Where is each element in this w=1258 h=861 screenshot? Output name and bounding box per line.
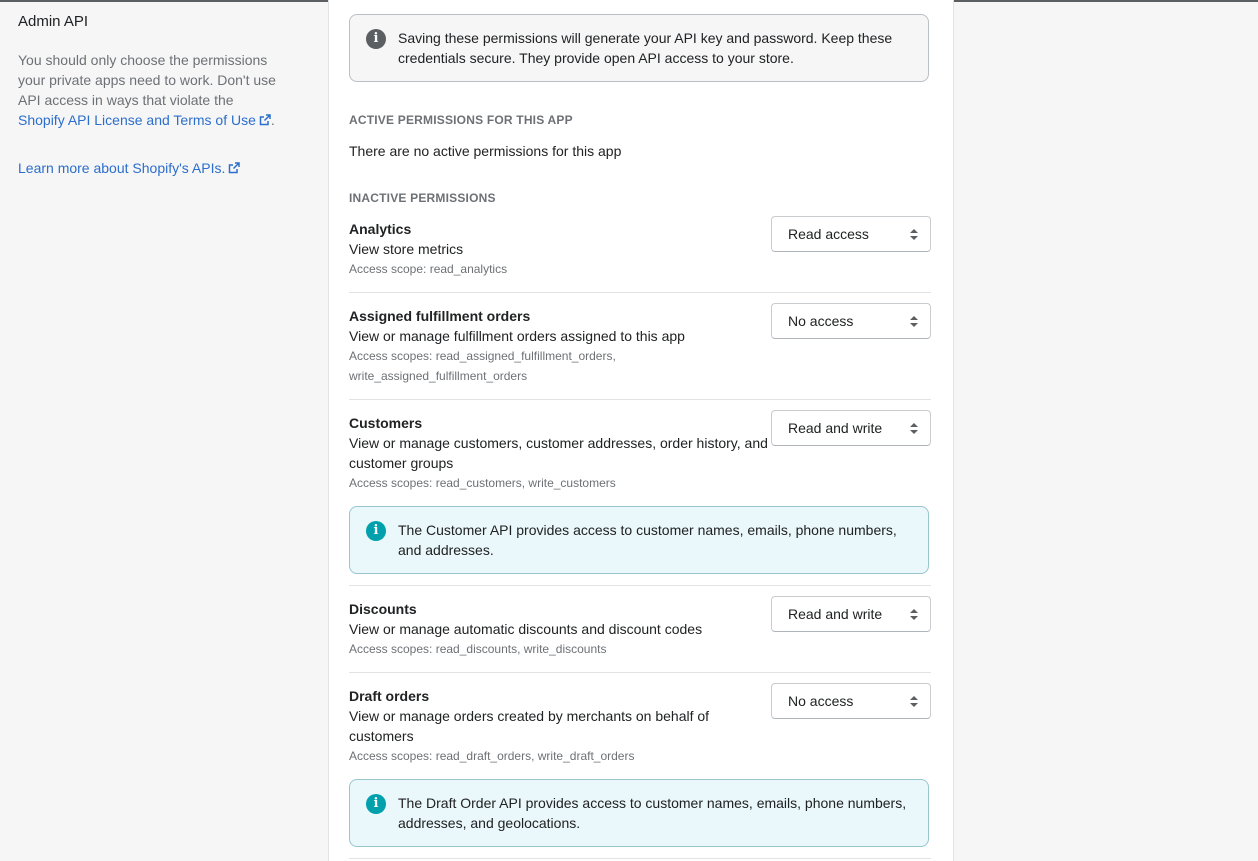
select-arrows-icon	[910, 423, 918, 434]
no-active-permissions-text: There are no active permissions for this app	[349, 143, 622, 159]
divider	[349, 585, 931, 586]
period: .	[270, 112, 275, 128]
permission-row-assigned-fulfillment-orders	[349, 306, 931, 386]
access-select-value: Read and write	[788, 420, 883, 436]
access-select-assigned-fulfillment-orders[interactable]	[771, 303, 931, 339]
access-select-value: No access	[788, 693, 854, 709]
external-link-icon	[259, 114, 271, 126]
permission-scope: Access scopes: read_customers, write_customers	[349, 476, 616, 490]
select-arrows-icon	[910, 609, 918, 620]
permission-title: Customers	[349, 415, 423, 431]
access-select-analytics[interactable]	[771, 216, 931, 252]
sidebar	[18, 12, 278, 178]
permission-description: View or manage automatic discounts and discount codes	[349, 621, 703, 637]
permission-description: View or manage orders created by merchants on behalf of customers	[349, 708, 710, 744]
permission-row-draft-orders	[349, 686, 931, 766]
access-select-customers[interactable]	[771, 410, 931, 446]
select-arrows-icon	[910, 316, 918, 327]
permission-title: Assigned fulfillment orders	[349, 308, 531, 324]
select-arrows-icon	[910, 229, 918, 240]
permission-scope: Access scope: read_analytics	[349, 262, 508, 276]
license-link-text: Shopify API License and Terms of Use	[18, 112, 256, 128]
notice-text: Saving these permissions will generate your API key and password. Keep these credentials secure. They provide open API access to your store.	[398, 30, 893, 66]
divider	[349, 858, 931, 859]
access-select-draft-orders[interactable]	[771, 683, 931, 719]
section-title: Admin API	[18, 13, 89, 30]
divider	[349, 399, 931, 400]
external-link-icon	[228, 162, 240, 174]
divider	[349, 292, 931, 293]
info-icon: i	[366, 521, 386, 541]
permission-scope: Access scopes: read_assigned_fulfillment_orders, write_assigned_fulfillment_orders	[349, 349, 616, 383]
access-select-value: Read and write	[788, 606, 883, 622]
permission-row-analytics	[349, 219, 931, 279]
permission-scope: Access scopes: read_draft_orders, write_draft_orders	[349, 749, 635, 763]
draft-order-api-notice	[349, 779, 929, 847]
sidebar-intro: You should only choose the permissions your private apps need to work. Don't use API access in ways that violate the	[18, 52, 276, 108]
notice-text: The Draft Order API provides access to customer names, emails, phone numbers, addresses, and geolocations.	[398, 795, 907, 831]
divider	[349, 672, 931, 673]
permission-row-discounts	[349, 599, 931, 659]
permission-row-customers	[349, 413, 931, 493]
active-permissions-heading: ACTIVE PERMISSIONS FOR THIS APP	[349, 113, 573, 127]
permission-title: Discounts	[349, 601, 417, 617]
inactive-permissions-heading: INACTIVE PERMISSIONS	[349, 191, 496, 205]
permissions-card	[328, 0, 954, 861]
select-arrows-icon	[910, 696, 918, 707]
permission-title: Draft orders	[349, 688, 430, 704]
access-select-value: No access	[788, 313, 854, 329]
credentials-notice	[349, 14, 929, 82]
access-select-discounts[interactable]	[771, 596, 931, 632]
learn-more-link[interactable]	[18, 158, 278, 178]
sidebar-description	[18, 50, 278, 130]
permission-description: View or manage customers, customer addresses, order history, and customer groups	[349, 435, 768, 471]
access-select-value: Read access	[788, 226, 869, 242]
permission-scope: Access scopes: read_discounts, write_discounts	[349, 642, 607, 656]
permission-description: View store metrics	[349, 241, 464, 257]
info-icon: i	[366, 794, 386, 814]
learn-more-text: Learn more about Shopify's APIs.	[18, 160, 226, 176]
license-link[interactable]	[18, 112, 271, 128]
info-icon: i	[366, 29, 386, 49]
permission-description: View or manage fulfillment orders assigned to this app	[349, 328, 685, 344]
permission-title: Analytics	[349, 221, 412, 237]
customer-api-notice	[349, 506, 929, 574]
notice-text: The Customer API provides access to customer names, emails, phone numbers, and addresses.	[398, 522, 897, 558]
